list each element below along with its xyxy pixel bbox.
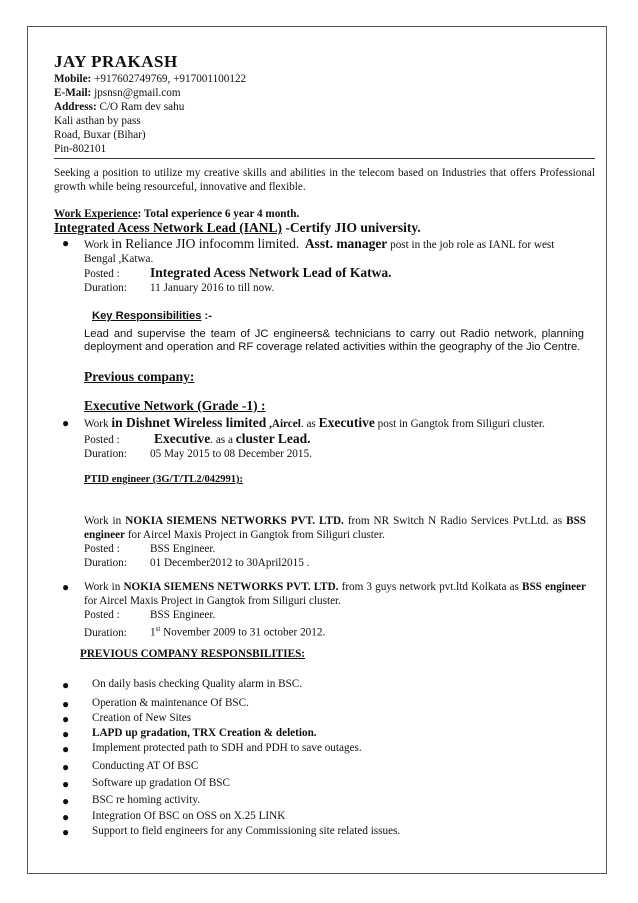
- jio-posted-value: Integrated Acess Network Lead of Katwa.: [150, 265, 392, 280]
- nokia1-company: NOKIA SIEMENS NETWORKS PVT. LTD.: [125, 515, 344, 527]
- responsibility-item: BSC re homing activity.: [92, 794, 201, 806]
- nokia1-work-rest: for Aircel Maxis Project in Gangtok from Siliguri cluster.: [125, 529, 385, 541]
- bullet-icon: ●: [62, 810, 70, 824]
- bullet-icon: ●: [62, 742, 70, 756]
- dishnet-company: in Dishnet Wireless limited: [111, 415, 267, 430]
- work-experience-label: Work Experience: [54, 208, 138, 220]
- executive-network-heading: Executive Network (Grade -1) :: [84, 398, 266, 413]
- dishnet-work-mid: . as: [300, 418, 319, 430]
- nokia2-posted-value: BSS Engineer.: [150, 609, 216, 621]
- address-line-1: C/O Ram dev sahu: [99, 101, 185, 113]
- bullet-icon: ●: [62, 712, 70, 726]
- dishnet-aircel: ,Aircel: [266, 418, 301, 430]
- address-label: Address:: [54, 101, 97, 113]
- jio-posted-line: [84, 265, 391, 281]
- bullet-icon: ●: [62, 678, 70, 692]
- bullet-icon: ●: [62, 580, 70, 594]
- jio-posted-label: Posted :: [84, 268, 120, 280]
- bullet-icon: ●: [62, 236, 70, 250]
- jio-duration-value: 11 January 2016 to till now.: [150, 282, 275, 294]
- nokia2-duration-label: Duration:: [84, 626, 127, 639]
- work-experience-line: [54, 207, 299, 221]
- ianl-title: Integrated Acess Network Lead (IANL): [54, 220, 282, 235]
- responsibility-item: Conducting AT Of BSC: [92, 760, 199, 772]
- nokia2-duration-line: [84, 622, 325, 640]
- header-divider: [54, 158, 595, 159]
- nokia2-work-mid: from 3 guys network pvt.ltd Kolkata as: [338, 581, 522, 593]
- address-line: [54, 100, 184, 114]
- bullet-icon: ●: [62, 697, 70, 711]
- dishnet-posted-mid: . as a: [210, 434, 236, 446]
- jio-work-line-2: Bengal ,Katwa.: [84, 253, 154, 265]
- nokia1-posted-line: [84, 542, 215, 556]
- responsibility-item: Support to field engineers for any Commissioning site related issues.: [92, 825, 401, 837]
- key-responsibilities-heading: [92, 310, 212, 322]
- ianl-cert: -Certify JIO university.: [281, 220, 421, 235]
- key-resp-suffix: :-: [201, 310, 212, 322]
- responsibility-item: Implement protected path to SDH and PDH to save outages.: [92, 742, 362, 754]
- email-label: E-Mail:: [54, 87, 92, 99]
- bullet-icon: ●: [62, 794, 70, 808]
- bullet-icon: ●: [62, 416, 70, 430]
- dishnet-duration-label: Duration:: [84, 448, 127, 460]
- nokia2-company: NOKIA SIEMENS NETWORKS PVT. LTD.: [123, 581, 339, 593]
- nokia2-work-paragraph: [84, 580, 586, 608]
- nokia1-work-pre: Work in: [84, 515, 126, 527]
- nokia2-duration-sup: st: [155, 625, 161, 633]
- nokia1-role-1: BSS: [566, 515, 587, 527]
- jio-role: Asst. manager: [304, 236, 388, 251]
- total-experience: : Total experience 6 year 4 month.: [137, 208, 300, 220]
- responsibility-item: Operation & maintenance Of BSC.: [92, 697, 249, 709]
- mobile-label: Mobile:: [54, 73, 92, 85]
- nokia2-work-rest: for Aircel Maxis Project in Gangtok from Siliguri cluster.: [84, 595, 341, 607]
- nokia1-duration-label: Duration:: [84, 557, 127, 569]
- bullet-icon: ●: [62, 727, 70, 741]
- nokia1-duration-value: 01 December2012 to 30April2015 .: [150, 557, 310, 569]
- responsibility-item: On daily basis checking Quality alarm in BSC.: [92, 678, 303, 690]
- jio-company: in Reliance JIO infocomm limited.: [111, 236, 300, 251]
- jio-duration-label: Duration:: [84, 282, 127, 294]
- dishnet-work-rest: post in Gangtok from Siliguri cluster.: [374, 418, 545, 430]
- nokia2-role-2: engineer: [545, 581, 587, 593]
- email-line: [54, 86, 181, 100]
- address-line-2: Kali asthan by pass: [54, 115, 141, 127]
- ianl-heading: [54, 220, 421, 236]
- nokia2-posted-label: Posted :: [84, 609, 120, 621]
- key-resp-label: Key Responsibilities: [92, 310, 202, 322]
- nokia1-role-2: engineer: [84, 529, 126, 541]
- previous-company-heading: Previous company:: [84, 369, 195, 384]
- email-value[interactable]: jpsnsn@gmail.com: [94, 87, 181, 99]
- address-line-4: Pin-802101: [54, 143, 107, 155]
- responsibility-item: Integration Of BSC on OSS on X.25 LINK: [92, 810, 286, 822]
- dishnet-duration-line: [84, 447, 312, 461]
- key-responsibilities-text: Lead and supervise the team of JC engineers& technicians to carry out Radio network, planning deployment and operation and RF coverage related activities within the geography of the Jio Centre.: [84, 328, 584, 353]
- mobile-line: [54, 72, 246, 86]
- nokia1-work-mid: from NR Switch N Radio Services Pvt.Ltd. as: [343, 515, 567, 527]
- jio-duration-line: [84, 281, 274, 295]
- responsibility-item: Creation of New Sites: [92, 712, 192, 724]
- previous-responsibilities-heading: PREVIOUS COMPANY RESPONSBILITIES:: [80, 648, 306, 660]
- nokia1-duration-line: [84, 556, 309, 570]
- career-objective: Seeking a position to utilize my creative skills and abilities in the telecom based on Industries that offers Professional growth while being resourceful, innovative and flexible.: [54, 167, 595, 193]
- nokia1-posted-value: BSS Engineer.: [150, 543, 216, 555]
- nokia2-duration-day: 1: [150, 626, 156, 639]
- bullet-icon: ●: [62, 760, 70, 774]
- nokia1-work-paragraph: [84, 514, 586, 542]
- dishnet-duration-value: 05 May 2015 to 08 December 2015.: [150, 448, 312, 460]
- responsibility-item: Software up gradation Of BSC: [92, 777, 230, 789]
- jio-work-rest: post in the job role as IANL for west: [387, 239, 555, 251]
- jio-work-line: [84, 236, 554, 252]
- responsibility-item: LAPD up gradation, TRX Creation & deletion.: [92, 727, 317, 739]
- nokia2-duration-rest: November 2009 to 31 october 2012.: [160, 626, 326, 639]
- address-line-3: Road, Buxar (Bihar): [54, 129, 146, 141]
- dishnet-work-pre: Work: [84, 418, 112, 430]
- dishnet-role: Executive: [318, 415, 375, 430]
- nokia2-role-1: BSS: [522, 581, 542, 593]
- dishnet-posted-label: Posted :: [84, 434, 120, 446]
- dishnet-posted-lead: cluster Lead.: [235, 431, 311, 446]
- nokia2-posted-line: [84, 608, 215, 622]
- candidate-name: JAY PRAKASH: [54, 52, 178, 71]
- nokia2-work-pre: Work in: [84, 581, 124, 593]
- dishnet-work-line: [84, 415, 545, 431]
- jio-work-pre: Work: [84, 239, 112, 251]
- dishnet-posted-line: [84, 431, 310, 447]
- dishnet-posted-role: Executive: [154, 431, 211, 446]
- mobile-value: +917602749769, +917001100122: [94, 73, 247, 85]
- bullet-icon: ●: [62, 777, 70, 791]
- ptid-engineer-heading: PTID engineer (3G/T/TL2/042991):: [84, 474, 244, 485]
- bullet-icon: ●: [62, 825, 70, 839]
- nokia1-posted-label: Posted :: [84, 543, 120, 555]
